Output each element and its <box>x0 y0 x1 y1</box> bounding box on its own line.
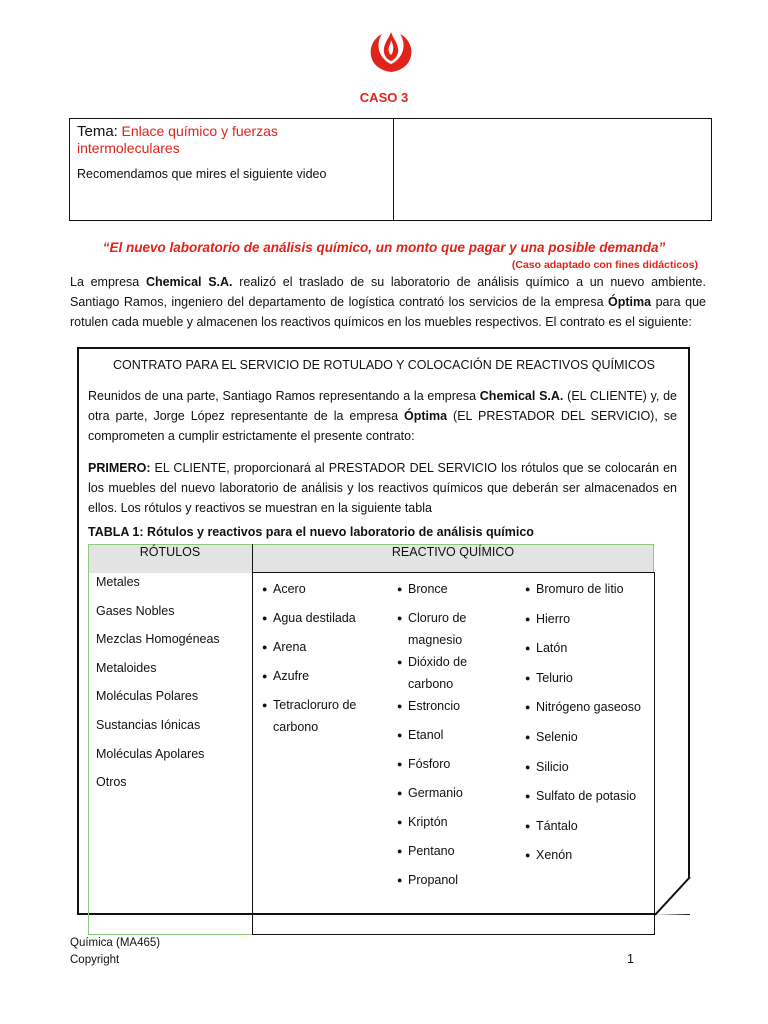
list-item: ● Bromuro de litio <box>525 578 653 600</box>
tema-divider <box>393 119 394 220</box>
list-item: ● Pentano <box>397 840 497 862</box>
list-item: ● Germanio <box>397 782 497 804</box>
tema-label: Tema: <box>77 123 118 140</box>
list-item: ● Hierro <box>525 608 653 630</box>
upc-logo <box>366 28 416 74</box>
contract-paragraph-1: Reunidos de una parte, Santiago Ramos representando a la empresa Chemical S.A. (EL CLIENTE) y, de otra parte, Jorge López representante de la empresa Óptima (EL PRESTADOR DEL SERVICIO), se comprometen a cumplir estrictamente el presente contrato: <box>88 389 678 443</box>
reactivo-column-2 <box>397 578 497 891</box>
list-item: ● Latón <box>525 637 653 659</box>
list-item: ● Selenio <box>525 726 653 748</box>
contract-title: CONTRATO PARA EL SERVICIO DE ROTULADO Y COLOCACIÓN DE REACTIVOS QUÍMICOS <box>112 358 655 372</box>
list-item: ● Tetracloruro de carbono <box>262 694 373 738</box>
table-title: TABLA 1: Rótulos y reactivos para el nuevo laboratorio de análisis químico <box>88 525 534 539</box>
list-item: ● Dióxido de carbono <box>397 651 478 695</box>
case-title: CASO 3 <box>359 90 409 105</box>
footer-course: Química (MA465) <box>70 937 161 949</box>
list-item: ● Etanol <box>397 724 497 746</box>
list-item: ● Azufre <box>262 665 382 687</box>
tema-heading <box>77 123 377 157</box>
folded-corner <box>655 876 691 916</box>
list-item: ● Fósforo <box>397 753 497 775</box>
list-item: ● Propanol <box>397 869 497 891</box>
list-item: Metales <box>96 575 140 589</box>
list-item: Sustancias Iónicas <box>96 717 201 732</box>
intro-paragraph: La empresa Chemical S.A. realizó el traslado de su laboratorio de análisis químico a un nuevo ambiente. Santiago Ramos, ingeniero del departamento de logística contrató los servicios de la empresa Óptima para que rotulen cada mueble y almacenen los reactivos químicos en los muebles respectivos. El contrato es el siguiente: <box>70 275 706 329</box>
company-name: Chemical S.A. <box>145 275 233 289</box>
contract-paragraph-2: PRIMERO: EL CLIENTE, proporcionará al PRESTADOR DEL SERVICIO los rótulos que se colocarán en los muebles del nuevo laboratorio de análisis y los reactivos químicos que deberán ser almacenados en ellos. Los rótulos y reactivos se muestran en la siguiente tabla <box>88 461 677 515</box>
list-item: ● Arena <box>262 636 382 658</box>
list-item: ● Acero <box>262 578 382 600</box>
list-item: Moléculas Apolares <box>96 746 205 761</box>
list-item: ● Sulfato de potasio <box>525 785 653 807</box>
list-item: ● Agua destilada <box>262 607 382 629</box>
provider-name: Óptima <box>608 295 652 309</box>
list-item: Metaloides <box>96 660 157 675</box>
footer-copyright: Copyright <box>70 954 120 966</box>
list-item: Gases Nobles <box>96 603 175 618</box>
list-item: ● Silicio <box>525 756 653 778</box>
list-item: Mezclas Homogéneas <box>96 632 220 647</box>
header-rotulos: RÓTULOS <box>139 545 201 559</box>
list-item: ● Xenón <box>525 844 653 866</box>
list-item: ● Cloruro de magnesio <box>397 607 478 651</box>
reactivo-column-1 <box>262 578 382 738</box>
list-item: ● Bronce <box>397 578 497 600</box>
video-recommendation: Recomendamos que mires el siguiente video <box>77 167 327 181</box>
list-item: ● Telurio <box>525 667 653 689</box>
list-item: Moléculas Polares <box>96 689 199 704</box>
adapted-note: (Caso adaptado con fines didácticos) <box>511 259 698 271</box>
list-item: ● Kriptón <box>397 811 497 833</box>
list-item: ● Nitrógeno gaseoso <box>525 696 653 718</box>
list-item: ● Estroncio <box>397 695 497 717</box>
tema-value: Enlace químico y fuerzas intermoleculares <box>77 123 278 156</box>
page-number: 1 <box>627 952 634 966</box>
reactivo-column-3 <box>525 578 653 866</box>
case-quote: “El nuevo laboratorio de análisis químico, un monto que pagar y una posible demanda” <box>102 240 666 255</box>
list-item: Otros <box>96 775 127 790</box>
list-item: ● Tántalo <box>525 815 653 837</box>
tema-box <box>69 118 712 221</box>
rotulos-list <box>96 575 246 804</box>
header-reactivo: REACTIVO QUÍMICO <box>391 545 515 559</box>
